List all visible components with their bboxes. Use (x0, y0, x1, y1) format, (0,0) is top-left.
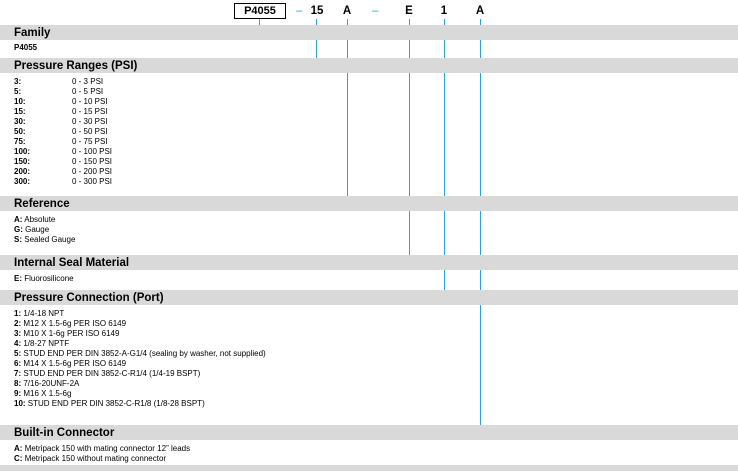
pressure-key-2: 10: (14, 97, 26, 106)
pressure-value-10: 0 - 300 PSI (72, 177, 113, 186)
port-key-4: 5: (14, 349, 22, 358)
reference-value-2: Sealed Gauge (24, 235, 76, 244)
connector-row-0 (14, 444, 190, 454)
port-row-7 (14, 379, 79, 389)
family-value: P4055 (14, 43, 38, 52)
code-separator-2: – (372, 5, 379, 17)
pressure-key-7: 100: (14, 147, 31, 156)
pressure-key-6: 75: (14, 137, 26, 146)
section-title-reference: Reference (14, 198, 70, 210)
code-port[interactable]: 1 (440, 5, 448, 17)
port-value-5: M14 X 1.5-6g PER ISO 6149 (23, 359, 127, 368)
section-title-family: Family (14, 27, 51, 39)
port-row-8 (14, 389, 71, 399)
connector-value-1: Metripack 150 without mating connector (24, 454, 167, 463)
pressure-value-9: 0 - 200 PSI (72, 167, 113, 176)
port-key-8: 9: (14, 389, 22, 398)
pressure-key-1: 5: (14, 87, 22, 96)
code-seal-material[interactable]: E (405, 5, 413, 17)
pressure-value-4: 0 - 30 PSI (72, 117, 108, 126)
pressure-value-6: 0 - 75 PSI (72, 137, 108, 146)
reference-row-1 (14, 225, 49, 235)
port-row-9 (14, 399, 205, 409)
port-value-9: STUD END PER DIN 3852-C-R1/8 (1/8-28 BSPT) (27, 399, 205, 408)
seal-row-0 (14, 274, 74, 284)
reference-row-2 (14, 235, 75, 245)
port-key-3: 4: (14, 339, 22, 348)
pressure-value-0: 0 - 3 PSI (72, 77, 104, 86)
section-title-port: Pressure Connection (Port) (14, 292, 164, 304)
section-band-family (0, 25, 738, 40)
code-separator-1: – (296, 5, 303, 17)
part-number-code-row (0, 0, 738, 24)
port-value-7: 7/16-20UNF-2A (23, 379, 80, 388)
pressure-key-9: 200: (14, 167, 31, 176)
code-family[interactable]: P4055 (234, 3, 286, 19)
port-value-8: M16 X 1.5-6g (23, 389, 72, 398)
connector-value-0: Metripack 150 with mating connector 12” leads (24, 444, 191, 453)
leader-seal-vertical (409, 19, 410, 262)
port-key-7: 8: (14, 379, 22, 388)
port-value-2: M10 X 1-6g PER ISO 6149 (23, 329, 120, 338)
pressure-key-4: 30: (14, 117, 26, 126)
port-key-6: 7: (14, 369, 22, 378)
code-reference[interactable]: A (342, 5, 352, 17)
pressure-key-0: 3: (14, 77, 22, 86)
leader-connector-vertical (480, 19, 481, 432)
port-row-4 (14, 349, 266, 359)
seal-key-0: E: (14, 274, 22, 283)
pressure-key-10: 300: (14, 177, 31, 186)
port-row-2 (14, 329, 119, 339)
leader-reference-vertical (347, 19, 348, 203)
port-key-5: 6: (14, 359, 22, 368)
pressure-key-5: 50: (14, 127, 26, 136)
pressure-value-3: 0 - 15 PSI (72, 107, 108, 116)
port-value-4: STUD END PER DIN 3852-A-G1/4 (sealing by washer, not supplied) (23, 349, 266, 358)
port-value-6: STUD END PER DIN 3852-C-R1/4 (1/4-19 BSPT) (23, 369, 201, 378)
pressure-value-8: 0 - 150 PSI (72, 157, 113, 166)
reference-key-0: A: (14, 215, 23, 224)
port-key-1: 2: (14, 319, 22, 328)
port-key-9: 10: (14, 399, 26, 408)
port-row-3 (14, 339, 69, 349)
port-row-1 (14, 319, 126, 329)
reference-value-1: Gauge (25, 225, 50, 234)
pressure-key-8: 150: (14, 157, 31, 166)
connector-row-1 (14, 454, 166, 464)
connector-key-0: A: (14, 444, 23, 453)
reference-row-0 (14, 215, 55, 225)
connector-key-1: C: (14, 454, 23, 463)
port-row-0 (14, 309, 64, 319)
code-connector[interactable]: A (475, 5, 485, 17)
port-value-3: 1/8-27 NPTF (23, 339, 70, 348)
reference-key-2: S: (14, 235, 22, 244)
pressure-key-3: 15: (14, 107, 26, 116)
section-title-connector: Built-in Connector (14, 427, 115, 439)
section-title-pressure: Pressure Ranges (PSI) (14, 60, 138, 72)
reference-value-0: Absolute (24, 215, 56, 224)
pressure-value-7: 0 - 100 PSI (72, 147, 113, 156)
port-value-1: M12 X 1.5-6g PER ISO 6149 (23, 319, 127, 328)
pressure-value-1: 0 - 5 PSI (72, 87, 104, 96)
port-row-6 (14, 369, 200, 379)
port-key-2: 3: (14, 329, 22, 338)
pressure-value-2: 0 - 10 PSI (72, 97, 108, 106)
port-value-0: 1/4-18 NPT (23, 309, 65, 318)
seal-value-0: Fluorosilicone (24, 274, 74, 283)
port-row-5 (14, 359, 126, 369)
port-key-0: 1: (14, 309, 22, 318)
section-band-reference (0, 196, 738, 211)
reference-key-1: G: (14, 225, 23, 234)
section-band-footer (0, 465, 738, 471)
code-pressure-range[interactable]: 15 (310, 5, 324, 17)
section-title-seal: Internal Seal Material (14, 257, 130, 269)
pressure-value-5: 0 - 50 PSI (72, 127, 108, 136)
